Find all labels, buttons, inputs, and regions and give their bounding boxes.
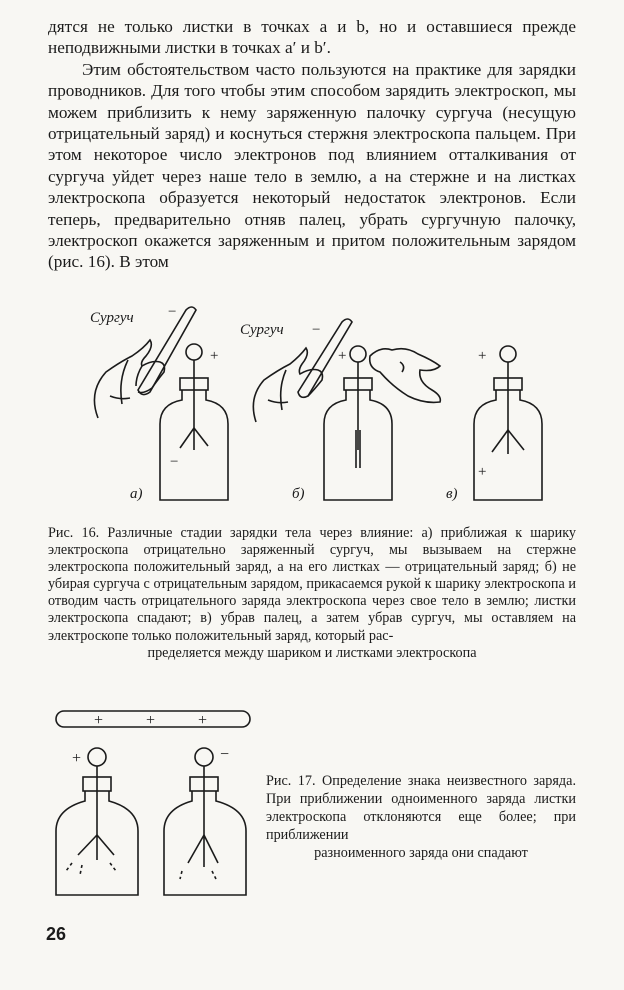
plus-sign: +: [478, 348, 487, 364]
caption-17-last-line: разноименного заряда они спадают: [314, 845, 528, 861]
body-text: [48, 16, 576, 273]
right-charge-minus: −: [220, 746, 230, 763]
label-surguch-a: Сургуч: [90, 310, 134, 326]
page-number: 26: [46, 924, 67, 944]
caption-16-text: Рис. 16. Различные стадии зарядки тела через влияние: а) приближая к шарику электроскопа отрицательно заряженный сургуч, мы вызываем на стержне электроскопа положительный заряд, а на его листках — отрицательный заряд; б) не убирая сургуча с отрицательным зарядом, прикасаемся рукой к шарику электроскопа и отводим часть отрицательного заряда электроскопа через свое тело в землю; листки электроскопа спадают; в) убрав палец, а затем убрав сургуч, мы оставляем на электроскопе только положительный заряд, который рас-: [48, 525, 576, 644]
panel-a-hand: [94, 340, 164, 418]
left-charge-plus: +: [72, 750, 82, 767]
caption-17-text: Рис. 17. Определение знака неизвестного заряда. При приближении одноименного заряда листки электроскопа отклоняются еще более; при приближении: [266, 773, 576, 843]
figure-16: [80, 300, 550, 515]
panel-b-hand-finger: [370, 349, 441, 403]
plus-sign: +: [478, 464, 487, 480]
panel-a-stick: [138, 307, 196, 395]
panel-b-electroscope: [324, 346, 392, 500]
panel-a-electroscope: [160, 344, 228, 500]
caption-16-last-line: пределяется между шариком и листками электроскопа: [147, 644, 477, 661]
right-electroscope: [164, 748, 246, 895]
panel-label-v: в): [446, 486, 458, 502]
left-electroscope: [56, 748, 138, 895]
figure-16-caption: [48, 525, 576, 662]
rod-plus-2: +: [146, 712, 156, 729]
rod-plus-3: +: [198, 712, 208, 729]
minus-sign: −: [168, 304, 177, 320]
panel-label-a: а): [130, 486, 143, 502]
panel-label-b: б): [292, 486, 305, 502]
label-surguch-b: Сургуч: [240, 322, 284, 338]
plus-sign: +: [338, 348, 347, 364]
figure-17: [52, 705, 257, 900]
minus-sign: −: [312, 322, 321, 338]
panel-b-hand-stick: [253, 348, 322, 422]
rod-plus-1: +: [94, 712, 104, 729]
figure-17-caption: [266, 772, 576, 862]
plus-sign: +: [210, 348, 219, 364]
paragraph-2: Этим обстоятельством часто пользуются на практике для зарядки проводников. Для того чтобы этим способом зарядить электроскоп, мы можем приблизить к нему заряженную палочку сургуча (несущую отрицательный заряд) и коснуться стержня электроскопа пальцем. При этом некоторое число электронов под влиянием отталкивания от сургуча уйдет через наше тело в землю, а на стержне и на листках электроскопа образуется некоторый недостаток электронов. Если теперь, предварительно отняв палец, убрать сургучную палочку, электроскоп окажется заряженным и притом положительным зарядом (рис. 16). В этом: [48, 59, 576, 272]
paragraph-1: дятся не только листки в точках a и b, но и оставшиеся прежде неподвижными листки в точках a′ и b′.: [48, 17, 576, 58]
minus-sign: −: [170, 454, 179, 470]
